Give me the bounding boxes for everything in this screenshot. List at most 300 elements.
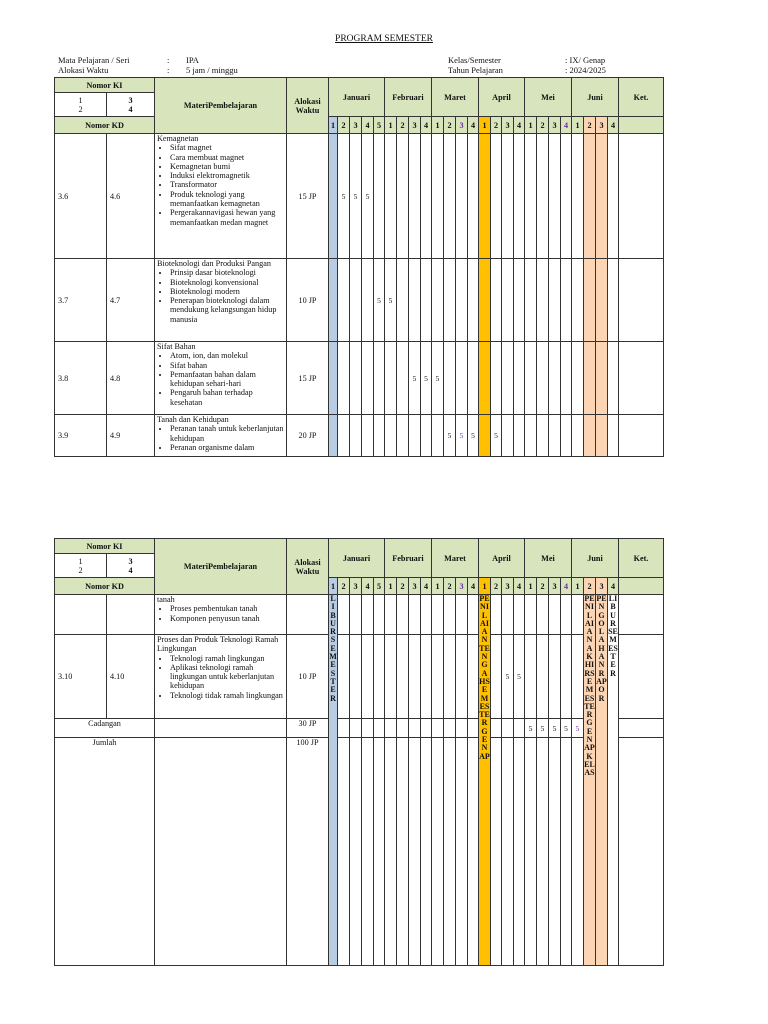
ket-cell [619, 595, 664, 635]
vertical-note-cell [329, 595, 338, 966]
list-item: • Sifat magnet [170, 143, 284, 152]
week-cell [421, 595, 432, 635]
week-number: 2 [537, 578, 549, 595]
week-cell [572, 259, 584, 342]
materi-title: Sifat Bahan [157, 342, 196, 351]
vertical-note-cell [584, 595, 596, 966]
week-number: 2 [397, 117, 409, 134]
week-cell [514, 738, 525, 966]
vertical-note-cell [608, 595, 619, 966]
week-cell [409, 134, 421, 259]
materi-cell [155, 738, 287, 966]
week-cell [537, 595, 549, 635]
week-number: 1 [479, 117, 491, 134]
materi-cell [155, 719, 287, 738]
ket-subheader [619, 117, 664, 134]
week-cell [525, 134, 537, 259]
list-item: • Peranan tanah untuk keberlanjutan kehidupan [170, 424, 284, 443]
week-cell [432, 134, 444, 259]
alokasi-cell: 10 JP [287, 259, 329, 342]
week-cell [514, 342, 525, 415]
vertical-note-cell [596, 595, 608, 966]
materi-cell [155, 342, 287, 415]
week-cell [596, 342, 608, 415]
kelas-label: Kelas/Semester [448, 55, 501, 65]
table-row [55, 595, 664, 635]
week-number: 4 [468, 578, 479, 595]
nomor-kd-header: Nomor KD [55, 578, 155, 595]
week-cell [525, 342, 537, 415]
week-number: 4 [514, 117, 525, 134]
week-cell [350, 415, 362, 457]
week-cell [502, 719, 514, 738]
week-cell [468, 342, 479, 415]
week-cell [338, 415, 350, 457]
week-cell [350, 342, 362, 415]
week-number: 3 [596, 578, 608, 595]
table-row [55, 342, 664, 415]
week-number: 4 [362, 117, 374, 134]
week-cell [432, 738, 444, 966]
cadangan-label: Cadangan [55, 719, 155, 738]
list-item: • Aplikasi teknologi ramah lingkungan untuk keberlanjutan kehidupan [170, 663, 284, 691]
week-cell [491, 342, 502, 415]
week-number: 2 [584, 117, 596, 134]
week-cell: 5 [514, 635, 525, 719]
week-cell [350, 719, 362, 738]
week-cell: 5 [432, 342, 444, 415]
week-cell [421, 719, 432, 738]
month-header: Mei [525, 539, 572, 578]
week-cell [385, 635, 397, 719]
week-cell [561, 415, 572, 457]
list-item: • Pergerakannavigasi hewan yang memanfaatkan medan magnet [170, 208, 284, 227]
week-cell [561, 635, 572, 719]
week-cell [549, 259, 561, 342]
week-number: 1 [572, 578, 584, 595]
week-cell [385, 595, 397, 635]
page-title: PROGRAM SEMESTER [335, 34, 433, 44]
week-cell [385, 719, 397, 738]
week-cell [374, 595, 385, 635]
week-cell: 5 [338, 134, 350, 259]
week-cell [549, 415, 561, 457]
week-cell [549, 595, 561, 635]
week-cell [584, 342, 596, 415]
week-cell [572, 134, 584, 259]
week-number: 3 [502, 117, 514, 134]
week-number: 3 [456, 117, 468, 134]
ki-1-2: 1 2 [55, 554, 107, 578]
week-cell [525, 415, 537, 457]
table-row [55, 134, 664, 259]
week-cell [561, 595, 572, 635]
week-cell [502, 595, 514, 635]
week-cell [596, 259, 608, 342]
week-cell [572, 342, 584, 415]
week-cell [584, 259, 596, 342]
table-row [55, 738, 664, 966]
week-cell: 5 [362, 134, 374, 259]
table-row [55, 259, 664, 342]
alokasi-cell: 15 JP [287, 134, 329, 259]
week-cell [385, 415, 397, 457]
week-cell [456, 342, 468, 415]
week-cell [608, 342, 619, 415]
week-cell [584, 415, 596, 457]
week-number: 1 [525, 578, 537, 595]
week-cell [397, 719, 409, 738]
week-cell [338, 738, 350, 966]
list-item: • Produk teknologi yang memanfaatkan kemagnetan [170, 190, 284, 209]
materi-title: Proses dan Produk Teknologi Ramah Lingkungan [157, 635, 279, 654]
week-cell [421, 738, 432, 966]
kd-4: 4.9 [107, 415, 155, 457]
week-cell [409, 635, 421, 719]
week-cell [444, 719, 456, 738]
week-cell [514, 719, 525, 738]
week-number: 4 [421, 578, 432, 595]
ket-cell [619, 719, 664, 738]
week-number: 2 [397, 578, 409, 595]
week-number: 5 [374, 578, 385, 595]
ket-cell [619, 415, 664, 457]
week-cell: 5 [444, 415, 456, 457]
week-cell [444, 259, 456, 342]
week-cell [456, 134, 468, 259]
kd-3 [55, 595, 107, 635]
month-header: Februari [385, 78, 432, 117]
week-number: 4 [561, 578, 572, 595]
month-header: Juni [572, 78, 619, 117]
week-cell: 5 [502, 635, 514, 719]
week-cell [409, 738, 421, 966]
week-cell [329, 259, 338, 342]
week-number: 2 [338, 117, 350, 134]
week-cell [374, 738, 385, 966]
week-number: 2 [444, 578, 456, 595]
mapel-label: Mata Pelajaran / Seri [58, 55, 130, 65]
week-cell [444, 595, 456, 635]
week-number: 3 [596, 117, 608, 134]
week-cell [468, 635, 479, 719]
materi-header: MateriPembelajaran [155, 539, 287, 595]
alokasi-label: Alokasi Waktu [58, 65, 109, 75]
month-header: Januari [329, 539, 385, 578]
week-cell [456, 738, 468, 966]
month-header: Januari [329, 78, 385, 117]
kd-4: 4.10 [107, 635, 155, 719]
week-cell [608, 134, 619, 259]
week-number: 4 [514, 578, 525, 595]
mapel-value: IPA [186, 55, 199, 65]
week-number: 4 [608, 117, 619, 134]
week-cell [491, 134, 502, 259]
week-cell: 5 [549, 719, 561, 738]
kelas-value: : IX/ Genap [565, 55, 606, 65]
jumlah-label: Jumlah [55, 738, 155, 966]
list-item: • Penerapan bioteknologi dalam mendukung kelangsungan hidup manusia [170, 296, 284, 324]
program-semester-table-1 [54, 77, 664, 457]
week-cell [502, 134, 514, 259]
week-cell: 5 [409, 342, 421, 415]
list-item: • Teknologi tidak ramah lingkungan [170, 691, 284, 700]
week-cell [514, 259, 525, 342]
week-cell [514, 415, 525, 457]
week-cell [338, 719, 350, 738]
week-cell [608, 415, 619, 457]
week-cell [397, 595, 409, 635]
week-cell [432, 719, 444, 738]
kd-4: 4.8 [107, 342, 155, 415]
week-cell: 5 [537, 719, 549, 738]
nomor-ki-header: Nomor KI [55, 78, 155, 93]
week-cell [362, 342, 374, 415]
week-cell [502, 738, 514, 966]
tahun-value: : 2024/2025 [565, 65, 606, 75]
week-number: 3 [549, 117, 561, 134]
week-number: 2 [338, 578, 350, 595]
week-cell [491, 738, 502, 966]
ket-cell [619, 738, 664, 966]
week-cell [479, 342, 491, 415]
week-cell: 5 [374, 259, 385, 342]
materi-title: Kemagnetan [157, 134, 199, 143]
week-cell [409, 415, 421, 457]
week-cell [572, 595, 584, 635]
week-cell [491, 259, 502, 342]
week-cell [514, 134, 525, 259]
ki-1-2: 1 2 [55, 93, 107, 117]
week-cell [385, 342, 397, 415]
materi-cell [155, 259, 287, 342]
week-cell [596, 415, 608, 457]
week-number: 4 [362, 578, 374, 595]
week-cell [549, 738, 561, 966]
week-cell [350, 635, 362, 719]
week-number: 2 [444, 117, 456, 134]
alokasi-header: Alokasi Waktu [287, 78, 329, 134]
program-semester-table-2 [54, 538, 664, 966]
week-cell: 5 [385, 259, 397, 342]
month-header: Maret [432, 78, 479, 117]
list-item: • Kemagnetan bumi [170, 162, 284, 171]
week-cell: 5 [456, 415, 468, 457]
week-cell [502, 415, 514, 457]
list-item: • Proses pembentukan tanah [170, 604, 284, 613]
week-cell [421, 134, 432, 259]
week-cell [362, 719, 374, 738]
week-cell [561, 342, 572, 415]
week-number: 4 [421, 117, 432, 134]
week-number: 2 [491, 578, 502, 595]
week-cell [456, 635, 468, 719]
month-header: Mei [525, 78, 572, 117]
week-number: 2 [584, 578, 596, 595]
week-cell [525, 259, 537, 342]
week-cell [350, 259, 362, 342]
week-cell [338, 635, 350, 719]
week-cell [397, 635, 409, 719]
week-cell [479, 259, 491, 342]
week-cell [479, 134, 491, 259]
week-cell [537, 635, 549, 719]
kd-3: 3.7 [55, 259, 107, 342]
week-cell [502, 259, 514, 342]
week-cell [479, 415, 491, 457]
week-cell [409, 259, 421, 342]
week-cell [537, 342, 549, 415]
week-number: 5 [374, 117, 385, 134]
week-cell [374, 415, 385, 457]
month-header: Februari [385, 539, 432, 578]
kd-3: 3.10 [55, 635, 107, 719]
list-item: • Pemanfaatan bahan dalam kehidupan sehari-hari [170, 370, 284, 389]
week-cell [572, 738, 584, 966]
week-cell [362, 595, 374, 635]
week-cell [468, 259, 479, 342]
table-row [55, 415, 664, 457]
week-cell [608, 259, 619, 342]
week-cell [468, 738, 479, 966]
week-cell [432, 635, 444, 719]
week-number: 1 [385, 578, 397, 595]
week-cell [514, 595, 525, 635]
ki-3-4: 3 4 [107, 93, 155, 117]
week-number: 1 [385, 117, 397, 134]
ket-cell [619, 635, 664, 719]
kd-4: 4.7 [107, 259, 155, 342]
ket-cell [619, 134, 664, 259]
kd-4: 4.6 [107, 134, 155, 259]
ket-header: Ket. [619, 539, 664, 578]
week-cell [549, 342, 561, 415]
week-cell [537, 259, 549, 342]
vertical-note: PENILAIANAKHIRSEMESTERGENAPKELAS [584, 594, 595, 778]
kd-3: 3.6 [55, 134, 107, 259]
week-cell [409, 719, 421, 738]
week-cell [456, 595, 468, 635]
alokasi-value: 5 jam / minggu [186, 65, 238, 75]
list-item: • Komponen penyusun tanah [170, 614, 284, 623]
week-cell [421, 259, 432, 342]
materi-header: MateriPembelajaran [155, 78, 287, 134]
materi-title: Bioteknologi dan Produksi Pangan [157, 259, 271, 268]
month-header: April [479, 539, 525, 578]
week-number: 1 [432, 117, 444, 134]
ket-subheader [619, 578, 664, 595]
list-item: • Peranan organisme dalam [170, 443, 284, 452]
materi-cell [155, 134, 287, 259]
list-item: • Bioteknologi modern [170, 287, 284, 296]
table-row [55, 635, 664, 719]
week-number: 3 [350, 117, 362, 134]
week-number: 1 [479, 578, 491, 595]
materi-list [157, 268, 284, 324]
week-cell [491, 719, 502, 738]
week-cell [374, 719, 385, 738]
materi-cell [155, 635, 287, 719]
week-cell [362, 635, 374, 719]
week-cell [329, 342, 338, 415]
kd-4 [107, 595, 155, 635]
week-cell [561, 134, 572, 259]
week-cell [537, 738, 549, 966]
week-cell [525, 738, 537, 966]
week-number: 3 [456, 578, 468, 595]
week-cell [468, 134, 479, 259]
week-cell: 5 [468, 415, 479, 457]
week-cell [491, 635, 502, 719]
list-item: • Teknologi ramah lingkungan [170, 654, 284, 663]
week-cell [549, 134, 561, 259]
month-header: Maret [432, 539, 479, 578]
week-cell [397, 259, 409, 342]
week-number: 4 [468, 117, 479, 134]
list-item: • Sifat bahan [170, 361, 284, 370]
week-cell [561, 738, 572, 966]
vertical-note: LIBURSEMESTER [329, 594, 337, 703]
week-cell [468, 595, 479, 635]
week-cell [572, 415, 584, 457]
week-number: 1 [329, 578, 338, 595]
week-cell [350, 595, 362, 635]
materi-title: Tanah dan Kehidupan [157, 415, 229, 424]
week-number: 2 [491, 117, 502, 134]
week-number: 3 [549, 578, 561, 595]
week-cell [537, 415, 549, 457]
table-row [55, 719, 664, 738]
nomor-ki-header: Nomor KI [55, 539, 155, 554]
vertical-note: PENGOLAHANRAPOR [596, 594, 607, 703]
week-cell [456, 259, 468, 342]
week-cell [549, 635, 561, 719]
materi-list [157, 654, 284, 700]
tahun-label: Tahun Pelajaran [448, 65, 503, 75]
week-cell [338, 595, 350, 635]
week-cell [468, 719, 479, 738]
week-number: 4 [608, 578, 619, 595]
week-cell: 5 [421, 342, 432, 415]
vertical-note: LIBURSEMESTER [608, 594, 618, 678]
week-number: 1 [329, 117, 338, 134]
week-cell [572, 635, 584, 719]
materi-cell [155, 595, 287, 635]
week-cell [596, 134, 608, 259]
list-item: • Bioteknologi konvensional [170, 278, 284, 287]
vertical-note-cell [479, 595, 491, 966]
list-item: • Transformator [170, 180, 284, 189]
materi-list [157, 604, 284, 623]
week-cell: 5 [572, 719, 584, 738]
week-cell [385, 738, 397, 966]
week-cell [432, 595, 444, 635]
week-cell [525, 635, 537, 719]
week-cell [397, 342, 409, 415]
week-cell [338, 342, 350, 415]
alokasi-colon: : [167, 65, 170, 75]
kd-3: 3.9 [55, 415, 107, 457]
week-number: 4 [561, 117, 572, 134]
ket-cell [619, 259, 664, 342]
week-cell [362, 259, 374, 342]
week-cell: 5 [525, 719, 537, 738]
week-cell [338, 259, 350, 342]
list-item: • Pengaruh bahan terhadap kesehatan [170, 388, 284, 407]
list-item: • Prinsip dasar bioteknologi [170, 268, 284, 277]
week-cell [397, 738, 409, 966]
week-cell [362, 415, 374, 457]
